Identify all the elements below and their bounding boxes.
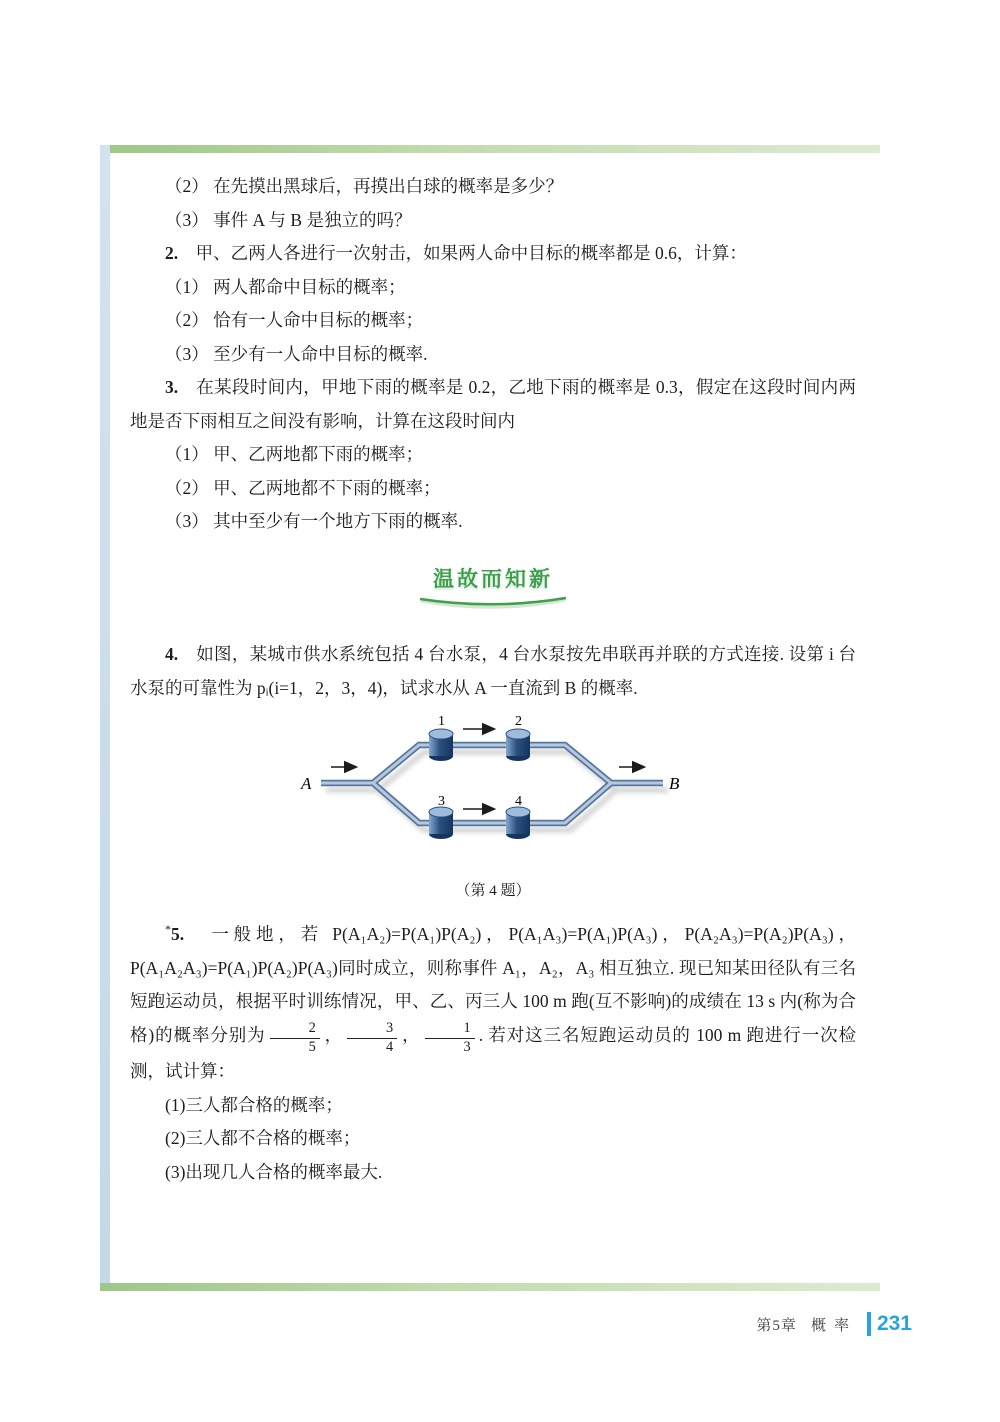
question-1-part3: （3） 事件 A 与 B 是独立的吗？	[165, 209, 412, 230]
left-margin-strip	[100, 145, 110, 1291]
review-badge	[408, 563, 578, 613]
problem-4	[130, 638, 856, 705]
problem-2	[130, 237, 856, 271]
pump-4-icon	[506, 807, 530, 839]
pump-1-icon	[429, 729, 453, 761]
problem-5-number: 5.	[171, 924, 185, 944]
badge-swoosh-icon	[415, 596, 571, 612]
problem-5-item-1: (1)三人都合格的概率；	[165, 1094, 343, 1115]
chapter-label: 第5章	[756, 1317, 797, 1334]
exercise-content	[130, 170, 856, 1189]
problem-4-number: 4.	[165, 644, 179, 664]
problem-5-star: *	[165, 922, 171, 937]
diagram-label-a: A	[301, 774, 312, 793]
page-footer	[756, 1312, 912, 1336]
pump-4-label: 4	[515, 794, 522, 809]
problem-3-item-3: （3） 其中至少有一个地方下雨的概率.	[165, 511, 463, 531]
problem-4-text: 如图，某城市供水系统包括 4 台水泵，4 台水泵按先串联再并联的方式连接. 设第 i 台水泵的可靠性为 pᵢ(i=1，2，3，4)，试求水从 A 一直流到 B 的概率.	[130, 644, 856, 698]
problem-5	[130, 918, 856, 1089]
pump-3-icon	[429, 807, 453, 839]
pump-3-label: 3	[438, 794, 445, 809]
problem-3-item-2: （2） 甲、乙两地都不下雨的概率；	[165, 477, 441, 498]
top-green-bar	[100, 145, 880, 153]
problem-2-number: 2.	[165, 243, 179, 263]
review-badge-label: 温故而知新	[433, 567, 553, 591]
pump-1-label: 1	[438, 714, 445, 729]
problem-5-text-1: 一般地，若 P(A₁A₂)=P(A₁)P(A₂)，P(A₁A₃)=P(A₁)P(A₃)，P(A₂A₃)=P(A₂)P(A₃)，P(A₁A₂A₃)=P(A₁)P(A₂)P(A₃)同时成立，则称事件 A₁，A₂，A₃ 相互独立. 现已知某田径队有三名短跑运动员，根据平时训练情况，甲、乙、丙三人 100 m 跑(互不影响)的成绩在 13 s 内(称为合格)的概率分别为	[130, 924, 856, 1045]
pump-2-label: 2	[515, 714, 522, 729]
footer-divider	[867, 1312, 871, 1336]
bottom-green-bar	[100, 1283, 880, 1291]
diagram-caption: （第 4 题）	[455, 882, 531, 899]
problem-3-item-1: （1） 甲、乙两地都下雨的概率；	[165, 444, 424, 464]
problem-2-item-2: （2） 恰有一人命中目标的概率；	[165, 310, 424, 330]
fraction-2-5: $\frac{2}{5}$	[270, 1021, 320, 1055]
problem-3-number: 3.	[165, 377, 179, 397]
pump-2-icon	[506, 729, 530, 761]
problem-2-item-1: （1） 两人都命中目标的概率；	[165, 276, 406, 297]
fraction-3-4: $\frac{3}{4}$	[347, 1021, 397, 1055]
problem-5-item-3: (3)出现几人合格的概率最大.	[165, 1161, 383, 1182]
fraction-separator-1: ，	[323, 1024, 344, 1045]
fraction-separator-2: ，	[401, 1024, 421, 1045]
problem-2-text: 甲、乙两人各进行一次射击，如果两人命中目标的概率都是 0.6，计算：	[178, 243, 747, 263]
problem-2-item-3: （3） 至少有一人命中目标的概率.	[165, 343, 428, 364]
problem-3	[130, 371, 856, 438]
problem-5-item-2: (2)三人都不合格的概率；	[165, 1128, 361, 1149]
water-pump-diagram	[130, 711, 856, 908]
chapter-subject: 概率	[810, 1317, 857, 1334]
fraction-1-3: $\frac{1}{3}$	[425, 1021, 475, 1055]
page-number: 231	[876, 1312, 912, 1335]
problem-3-text: 在某段时间内，甲地下雨的概率是 0.2，乙地下雨的概率是 0.3，假定在这段时间内两地是否下雨相互之间没有影响，计算在这段时间内	[130, 377, 856, 431]
diagram-label-b: B	[669, 774, 680, 793]
pump-network-icon	[293, 711, 693, 861]
question-1-part2: （2） 在先摸出黑球后，再摸出白球的概率是多少？	[165, 176, 564, 196]
problem-5-text-2: . 若对这三名短跑运动员的 100 m 跑进行一次检测，试计算：	[130, 1024, 857, 1082]
